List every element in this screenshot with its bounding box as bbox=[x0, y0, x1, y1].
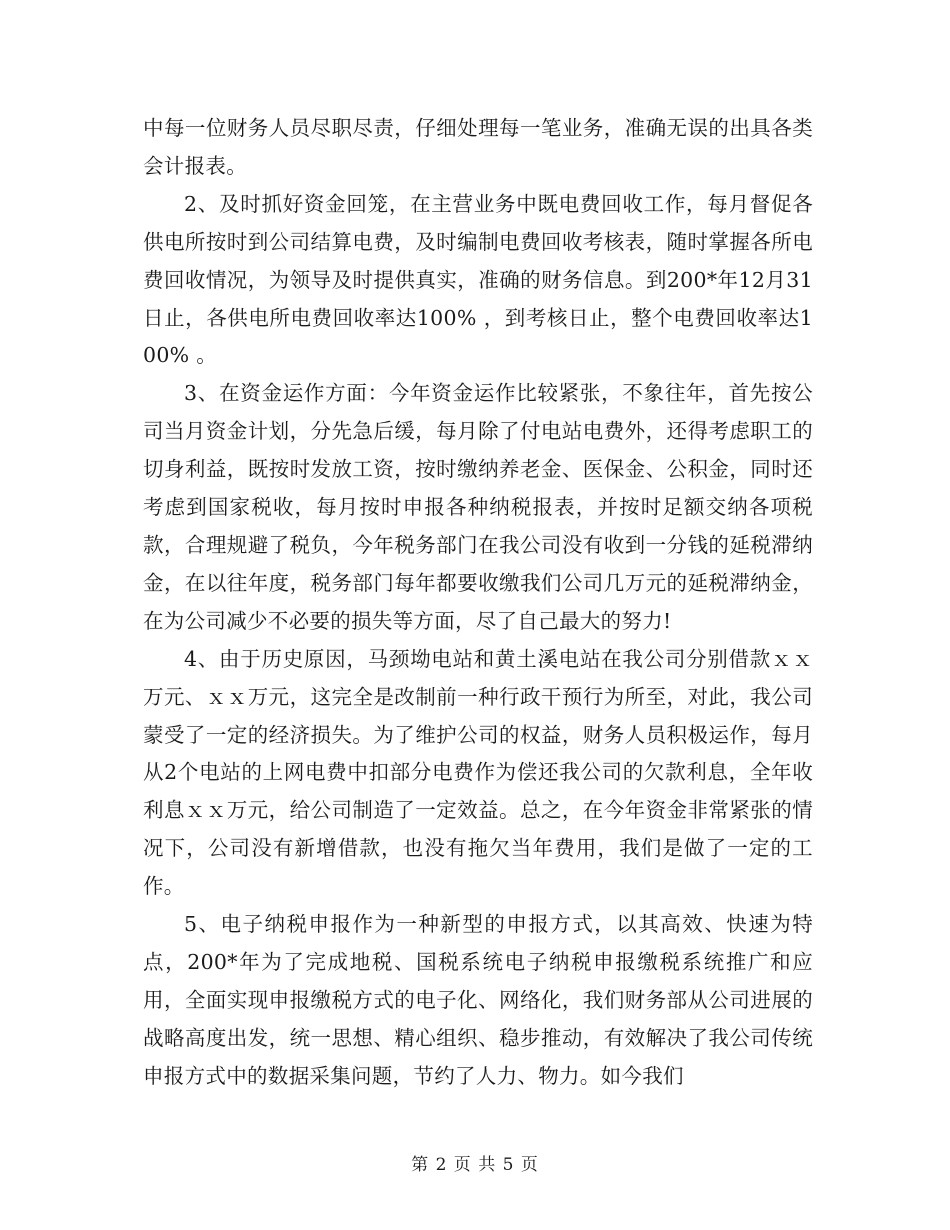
paragraph-item-5: 5、电子纳税申报作为一种新型的申报方式，以其高效、快速为特点，200*年为了完成地税、国税系统电子纳税申报缴税系统推广和应用，全面实现申报缴税方式的电子化、网络化，我们财务部从公司进展的战略高度出发，统一思想、精心组织、稳步推动，有效解决了我公司传统申报方式中的数据采集问题，节约了人力、物力。如今我们 bbox=[143, 912, 813, 1088]
paragraph-item-2: 2、及时抓好资金回笼，在主营业务中既电费回收工作，每月督促各供电所按时到公司结算电费，及时编制电费回收考核表，随时掌握各所电费回收情况，为领导及时提供真实，准确的财务信息。到200*年12月31日止，各供电所电费回收率达100% ，到考核日止，整个电费回收率达100% 。 bbox=[143, 191, 813, 368]
body-text bbox=[143, 110, 813, 1096]
paragraph-item-4: 4、由于历史原因，马颈坳电站和黄土溪电站在我公司分别借款ｘｘ万元、ｘｘ万元，这完全是改制前一种行政干预行为所至，对此，我公司蒙受了一定的经济损失。为了维护公司的权益，财务人员积极运作，每月从2个电站的上网电费中扣部分电费作为偿还我公司的欠款利息，全年收利息ｘｘ万元，给公司制造了一定效益。总之，在今年资金非常紧张的情况下，公司没有新增借款，也没有拖欠当年费用，我们是做了一定的工作。 bbox=[143, 646, 813, 899]
paragraph-continuation: 中每一位财务人员尽职尽责，仔细处理每一笔业务，准确无误的出具各类会计报表。 bbox=[143, 116, 813, 178]
paragraph-item-3: 3、在资金运作方面：今年资金运作比较紧张，不象往年，首先按公司当月资金计划，分先急后缓，每月除了付电站电费外，还得考虑职工的切身利益，既按时发放工资，按时缴纳养老金、医保金、公积金，同时还考虑到国家税收，每月按时申报各种纳税报表，并按时足额交纳各项税款，合理规避了税负，今年税务部门在我公司没有收到一分钱的延税滞纳金，在以往年度，税务部门每年都要收缴我们公司几万元的延税滞纳金，在为公司减少不必要的损失等方面，尽了自己最大的努力! bbox=[143, 381, 813, 633]
page-number-footer: 第 2 页 共 5 页 bbox=[411, 1155, 539, 1175]
